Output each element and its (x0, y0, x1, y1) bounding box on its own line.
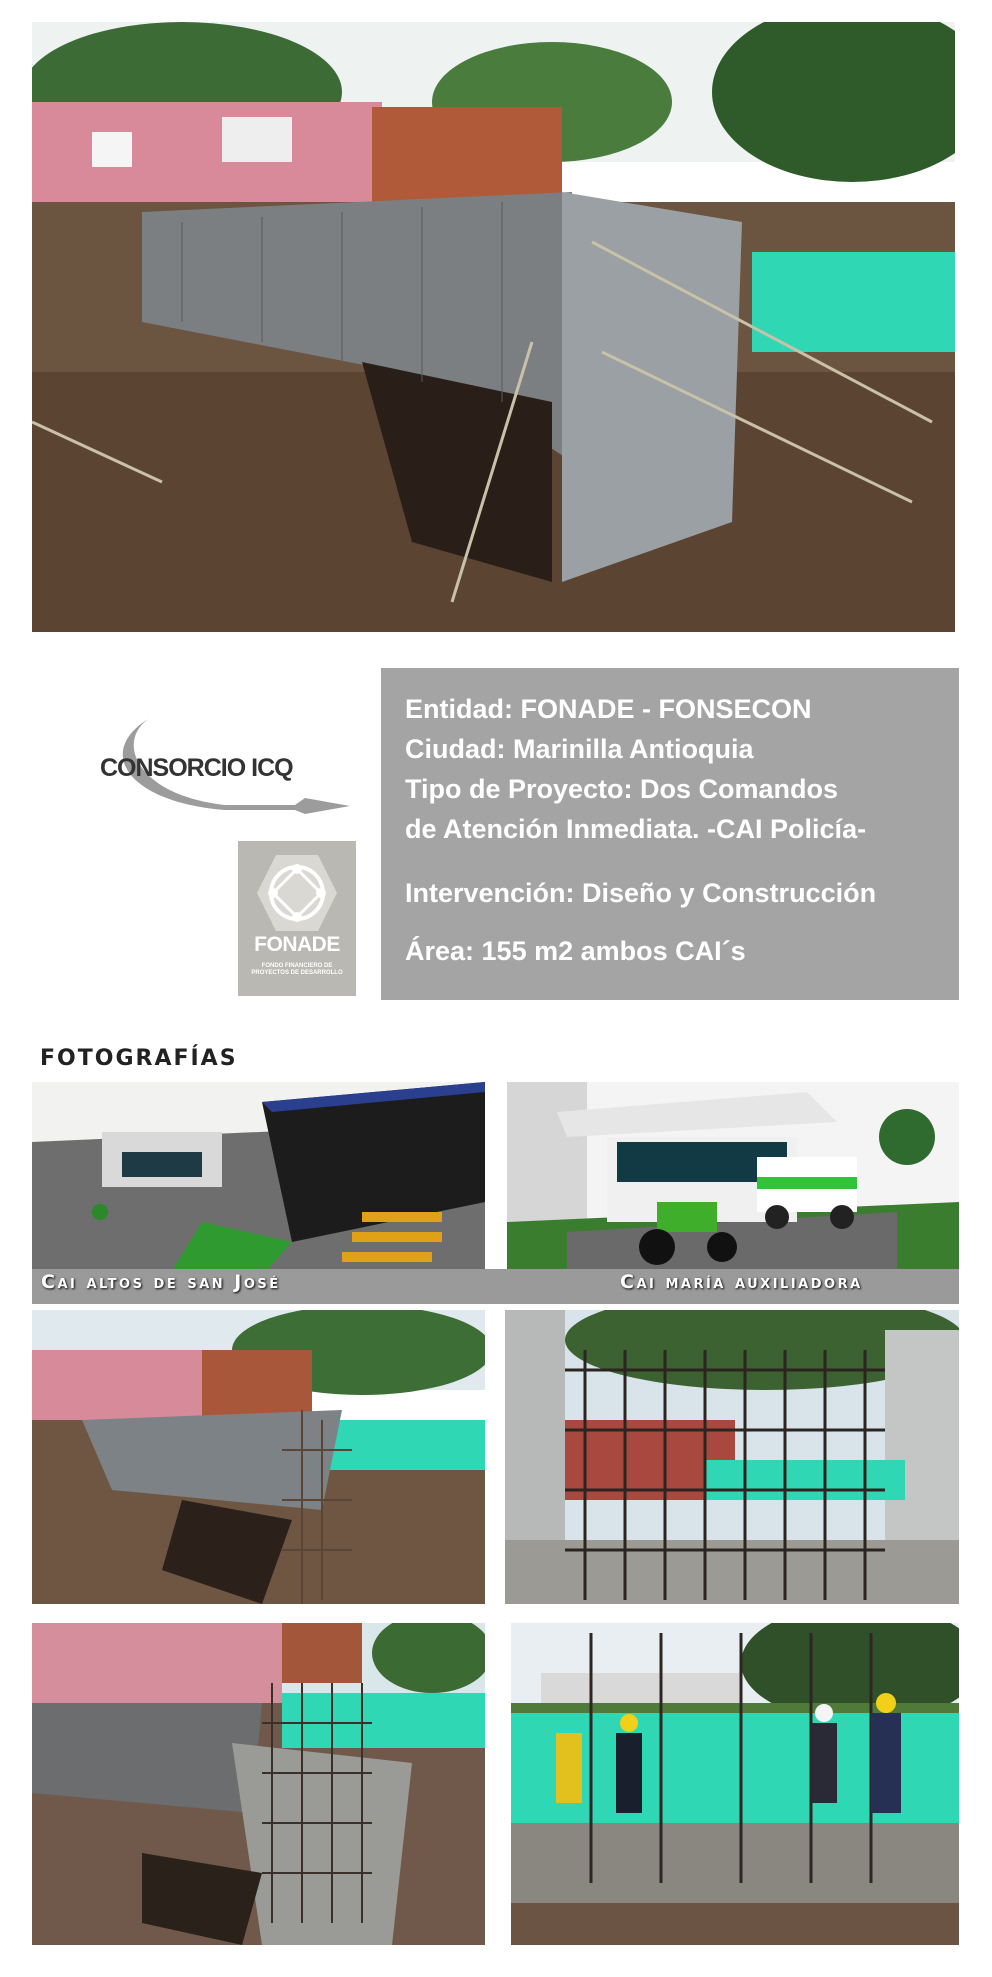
fonade-tagline (244, 963, 350, 977)
photo-rebar-frame (505, 1310, 959, 1604)
photo-excavation-2 (32, 1623, 485, 1945)
fonade-tagline-line-2: PROYECTOS DE DESARROLLO (251, 970, 343, 976)
fonade-wordmark: FONADE (254, 933, 340, 956)
fonade-tagline-line-1: FONDO FINANCIERO DE (261, 963, 333, 969)
render-cai-altos (32, 1082, 485, 1287)
fonade-logo (238, 841, 356, 996)
info-ciudad: Ciudad: Marinilla Antioquia (405, 734, 754, 764)
info-area: Área: 155 m2 ambos CAI´s (405, 936, 746, 966)
consorcio-icq-logo (95, 710, 355, 820)
consorcio-icq-name: CONSORCIO ICQ (100, 754, 293, 782)
info-intervencion: Intervención: Diseño y Construcción (405, 878, 877, 908)
project-info-panel (381, 668, 959, 1000)
section-title: FOTOGRAFÍAS (40, 1046, 238, 1071)
caption-cai-altos: Cai altos de san José (41, 1271, 281, 1293)
photo-excavation-1 (32, 1310, 485, 1604)
photo-workers-site (511, 1623, 959, 1945)
info-tipo-line-1: Tipo de Proyecto: Dos Comandos (405, 774, 839, 804)
fonade-hexagon-icon (255, 851, 339, 935)
hero-construction-photo (32, 22, 955, 632)
render-cai-maria (507, 1082, 959, 1287)
info-tipo-line-2: de Atención Inmediata. -CAI Policía- (405, 814, 867, 844)
caption-cai-maria: Cai maría auxiliadora (620, 1271, 863, 1293)
info-entidad: Entidad: FONADE - FONSECON (405, 694, 812, 724)
